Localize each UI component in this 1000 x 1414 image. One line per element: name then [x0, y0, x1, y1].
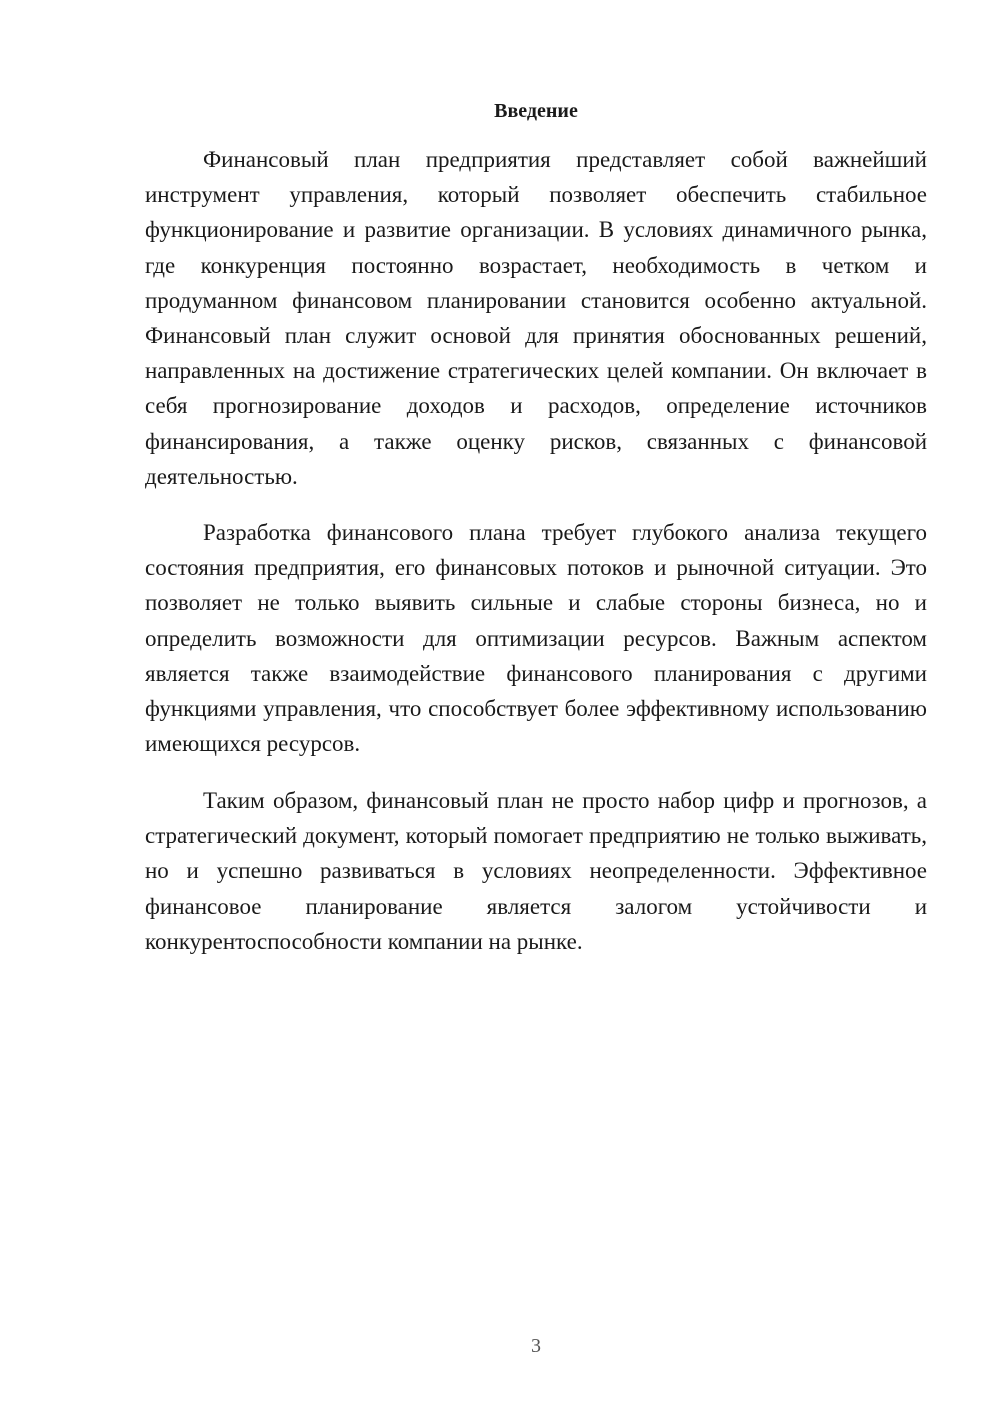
- section-heading: Введение: [494, 100, 578, 122]
- paragraph-1: Финансовый план предприятия представляет собой важнейший инструмент управления, который позволяет обеспечить стабильное функционирование и развитие организации. В условиях динамичного рынка, где конкуренция постоянно возрастает, необходимость в четком и продуманном финансовом планировании становится особенно актуальной. Финансовый план служит основой для принятия обоснованных решений, направленных на достижение стратегических целей компании. Он включает в себя прогнозирование доходов и расходов, определение источников финансирования, а также оценку рисков, связанных с финансовой деятельностью.: [145, 147, 927, 489]
- paragraph-2: Разработка финансового плана требует глубокого анализа текущего состояния предприятия, его финансовых потоков и рыночной ситуации. Это позволяет не только выявить сильные и слабые стороны бизнеса, но и определить возможности для оптимизации ресурсов. Важным аспектом является также взаимодействие финансового планирования с другими функциями управления, что способствует более эффективному использованию имеющихся ресурсов.: [145, 520, 927, 757]
- page-number: 3: [531, 1335, 541, 1357]
- paragraph-3: Таким образом, финансовый план не просто набор цифр и прогнозов, а стратегический документ, который помогает предприятию не только выживать, но и успешно развиваться в условиях неопределенности. Эффективное финансовое планирование является залогом устойчивости и конкурентоспособности компании на рынке.: [145, 788, 927, 954]
